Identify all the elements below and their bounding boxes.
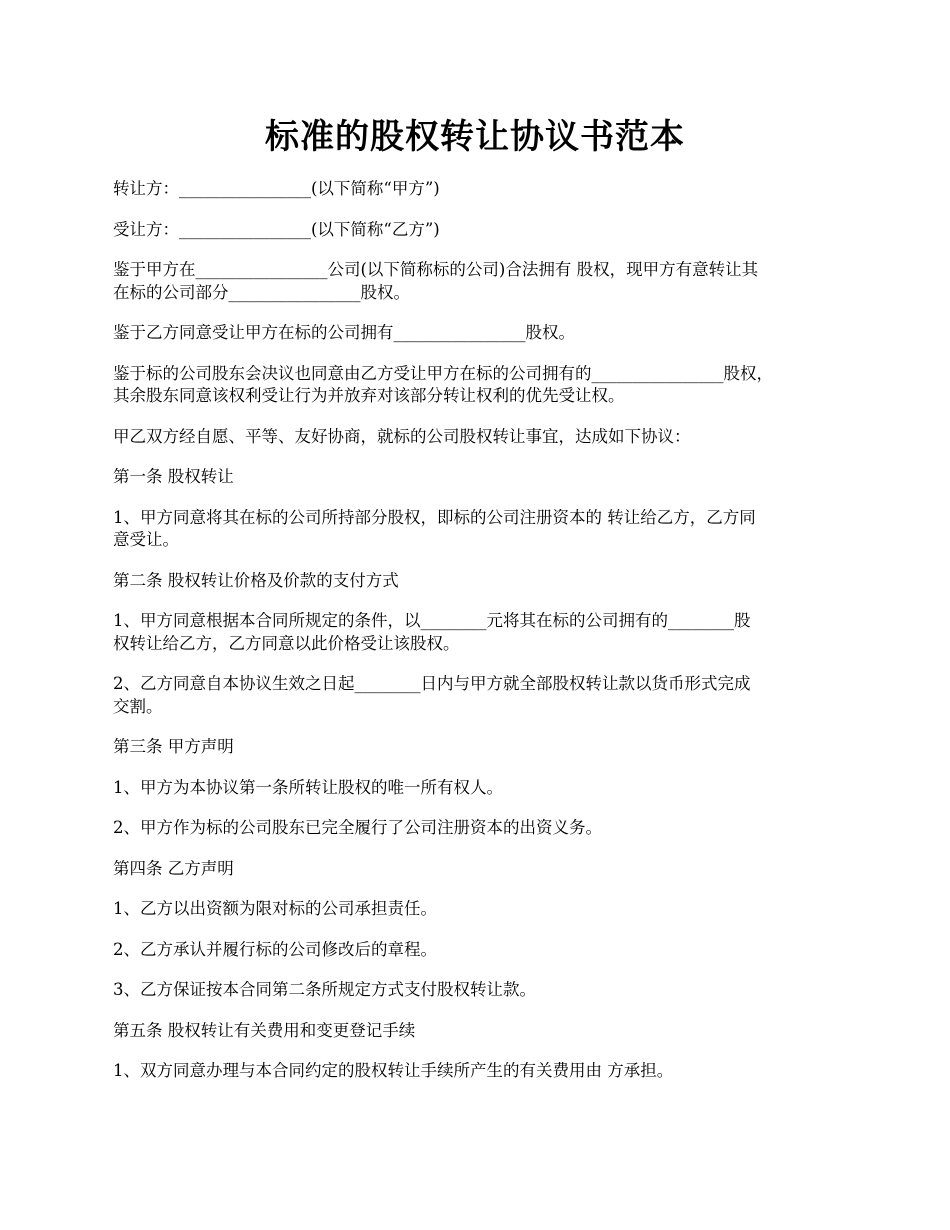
article-3-clause-2: 2、甲方作为标的公司股东已完全履行了公司注册资本的出资义务。 xyxy=(113,818,602,837)
article-3-heading: 第三条 甲方声明 xyxy=(113,737,234,756)
paragraph-transferor: 转让方：________________(以下简称“甲方”) xyxy=(113,179,440,198)
article-4-heading: 第四条 乙方声明 xyxy=(113,858,234,878)
paragraph-transferee: 受让方：________________(以下简称“乙方”) xyxy=(113,219,440,239)
article-2-heading: 第二条 股权转让价格及价款的支付方式 xyxy=(113,570,399,590)
article-4-clause-2: 2、乙方承认并履行标的公司修改后的章程。 xyxy=(113,939,437,959)
article-4-clause-3: 3、乙方保证按本合同第二条所规定方式支付股权转让款。 xyxy=(113,980,536,999)
document-body xyxy=(113,178,843,1101)
article-2-clause-1: 1、甲方同意根据本合同所规定的条件，以________元将其在标的公司拥有的________股 权转让给乙方，乙方同意以此价格受让该股权。 xyxy=(113,611,751,653)
article-4-clause-1: 1、乙方以出资额为限对标的公司承担责任。 xyxy=(113,899,437,918)
paragraph-whereas-3: 鉴于标的公司股东会决议也同意由乙方受让甲方在标的公司拥有的________________股权， 其余股东同意该权利受让行为并放弃对该部分转让权利的优先受让权。 xyxy=(113,363,773,405)
page-title: 标准的股权转让协议书范本 xyxy=(265,117,685,157)
article-5-clause-1: 1、双方同意办理与本合同约定的股权转让手续所产生的有关费用由 方承担。 xyxy=(113,1061,674,1080)
paragraph-whereas-2: 鉴于乙方同意受让甲方在标的公司拥有________________股权。 xyxy=(113,323,575,342)
paragraph-agreement-intro: 甲乙双方经自愿、平等、友好协商，就标的公司股权转让事宜，达成如下协议： xyxy=(113,426,691,446)
article-3-clause-1: 1、甲方为本协议第一条所转让股权的唯一所有权人。 xyxy=(113,777,503,797)
article-1-heading: 第一条 股权转让 xyxy=(113,467,234,486)
article-5-heading: 第五条 股权转让有关费用和变更登记手续 xyxy=(113,1020,416,1040)
article-2-clause-2: 2、乙方同意自本协议生效之日起________日内与甲方就全部股权转让款以货币形式完成 交割。 xyxy=(113,674,751,716)
paragraph-whereas-1: 鉴于甲方在________________公司(以下简称标的公司)合法拥有 股权，现甲方有意转让其 在标的公司部分________________股权。 xyxy=(113,260,759,302)
article-1-clause-1: 1、甲方同意将其在标的公司所持部分股权，即标的公司注册资本的 转让给乙方，乙方同 意受让。 xyxy=(113,507,756,549)
